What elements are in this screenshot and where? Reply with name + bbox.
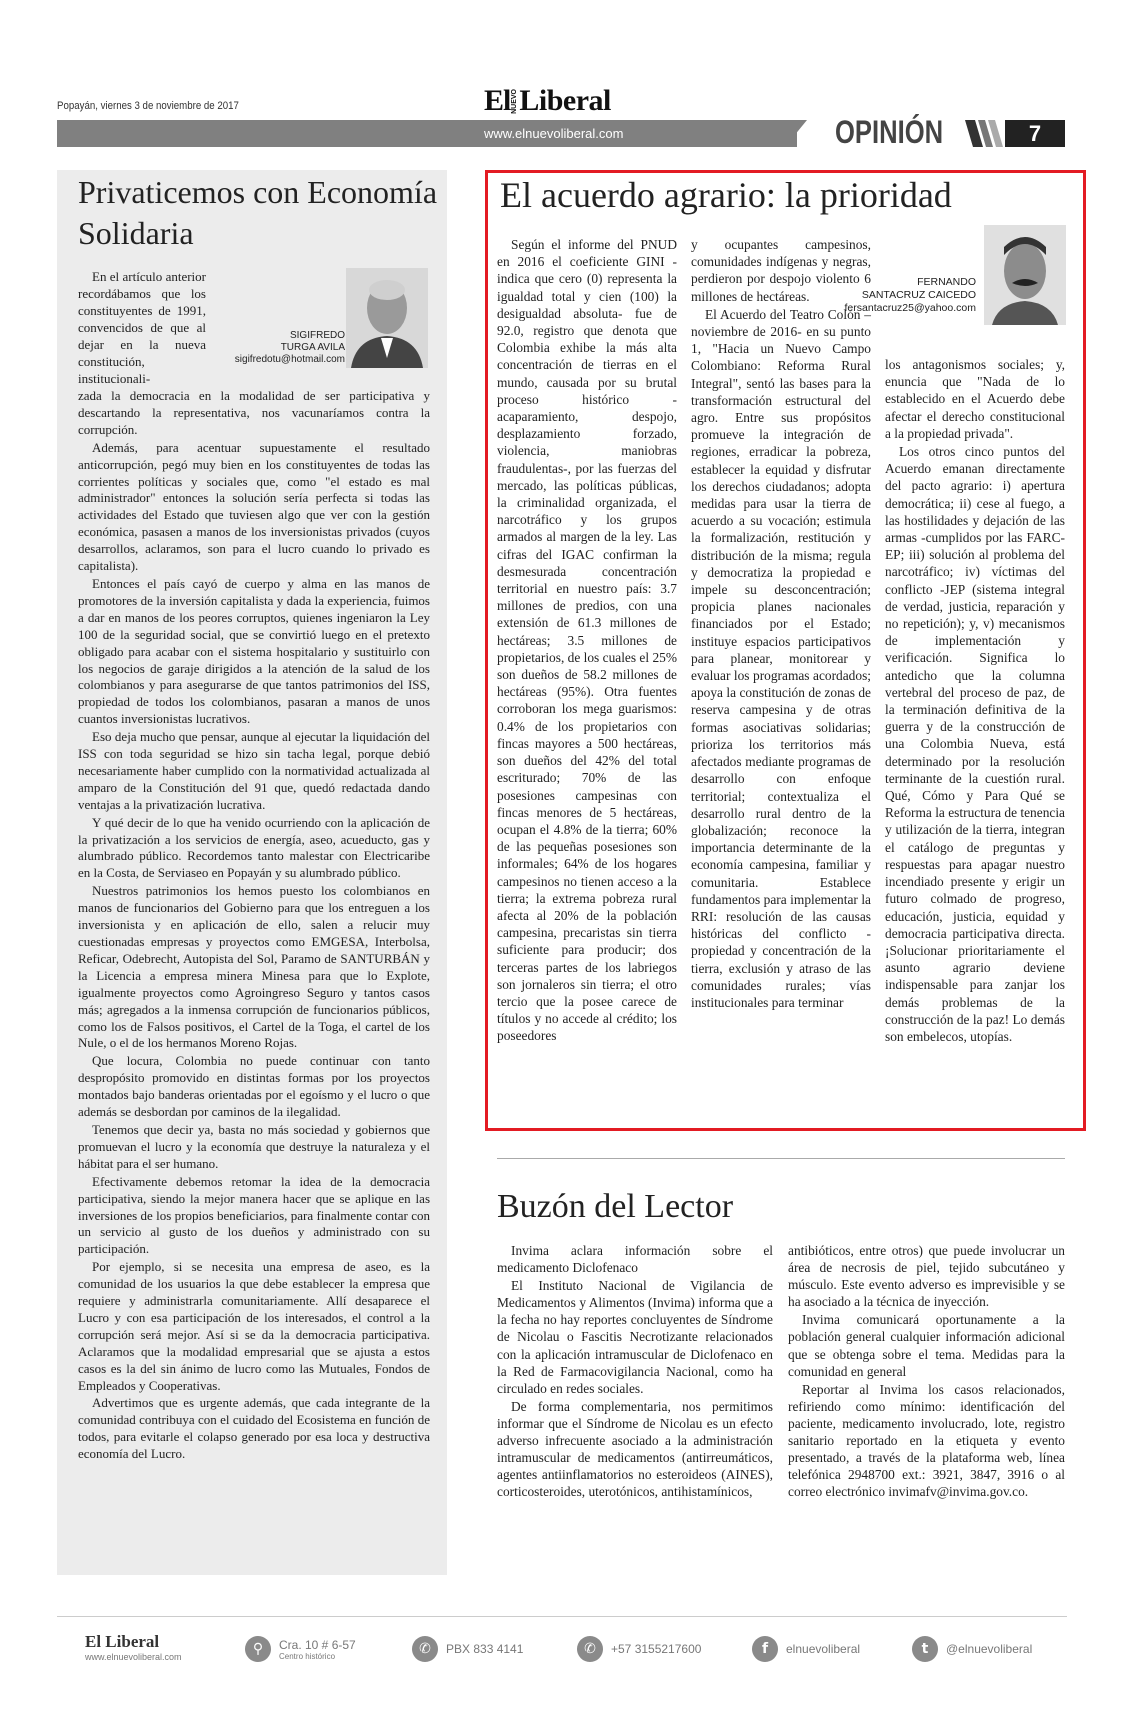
- footer-url[interactable]: www.elnuevoliberal.com: [85, 1652, 182, 1662]
- paragraph: Efectivamente debemos retomar la idea de la democracia participativa, siendo la mejor manera hacer que se aplique en las inversiones de los propios beneficiarios, para finalmente contar con un servicio al gusto de los dueños y administrado con su participación.: [78, 1173, 430, 1257]
- twitter-icon: t: [912, 1636, 938, 1662]
- whatsapp-icon: ✆: [577, 1636, 603, 1662]
- logo-el: El: [484, 84, 511, 117]
- author-photo: [346, 268, 428, 368]
- buzon-section-title: Buzón del Lector: [497, 1188, 734, 1225]
- author-last-name: SANTACRUZ CAICEDO: [861, 289, 976, 301]
- address-subtext: Centro histórico: [279, 1651, 336, 1661]
- feature-article-title: El acuerdo agrario: la prioridad: [500, 175, 952, 215]
- paragraph: Según el informe del PNUD en 2016 el coeficiente GINI -indica que cero (0) representa la igualdad total y cien (100) la desigualdad absoluta- fue de 92.0, registro que denota que Colombia exhibe la más alta concentración de tierras en el mundo, causada por su brutal proceso histórico -acaparamiento, despojo, desplazamiento forzado, violencia, maniobras fraudulentas-, por las fuerzas del mercado, las políticas públicas, la criminalidad organizada, el narcotráfico y los grupos armados al margen de la ley. Las cifras del IGAC confirman la desmesurada concentración territorial en nuestro país: 3.7 millones de predios, con una extensión de 61.3 millones de hectáreas; 3.5 millones de propietarios, de los cuales el 25% son dueños de 58.2 millones de hectáreas (95%). Otra fuentes corroboran los mega guarismos: 0.4% de los propietarios con fincas mayores a 500 hectáreas, son dueños del 42% del total escriturado; 70% de las posesiones campesinas con fincas menores de 5 hectáreas, ocupan el 4.8% de la tierra; 60% de las pequeñas posesiones son informales; 64% de los hogares campesinos no tienen acceso a la tierra; la extrema pobreza rural afecta al 20% de la población campesina, precaristas sin tierra suficiente para producir; dos terceras partes de los labriegos son jornaleros sin tierra; el otro tercio que la posee carece de títulos y no accede al crédito; los poseedores: [497, 237, 677, 1044]
- logo-nuevo: NUEVO: [511, 88, 519, 114]
- paragraph: Tenemos que decir ya, basta no más sociedad y gobiernos que promuevan el lucro y la economía que destruye la naturaleza y el hábitat para el ser humano.: [78, 1121, 430, 1171]
- author-last-name: TURGA AVILA: [280, 342, 345, 353]
- paragraph: Que locura, Colombia no puede continuar con tanto despropósito promovido en distintas formas por los proyectos montados bajo banderas orientadas por el egoísmo y el lucro o que además se desbordan por caminos de la ilegalidad.: [78, 1053, 430, 1120]
- footer-divider: [57, 1616, 1067, 1617]
- paragraph: Entonces el país cayó de cuerpo y alma en las manos de promotores de la inversión capitalista y dada la experiencia, fuimos a dar en manos de los peores corruptos, quienes ingeniaron la Ley 100 de la seguridad social, que se convirtió luego en el pretexto obligado para acabar con el sistema hospitalario y sustituirlo con los negocios de garaje dirigidos a la atención de la salud de los colombianos y para asegurarse de que tantos patrimonios del ISS, propiedad de todos los colombianos, pasaran a manos de unos cuantos inversionistas lucrativos.: [78, 575, 430, 727]
- section-divider: [497, 1158, 1065, 1159]
- paragraph: Advertimos que es urgente además, que cada integrante de la comunidad contribuya con el cuidado del Ecosistema en función de todos, para evitarle el colapso generado por esa loca y destructiva economía del Lucro.: [78, 1395, 430, 1462]
- phone-text: PBX 833 4141: [446, 1642, 524, 1656]
- paragraph: Los otros cinco puntos del Acuerdo emanan directamente del pacto agrario: i) apertura democrática; ii) cese al fuego, a las hostilidades y dejación de las armas -cumplidos por las FARC-EP; iii) solución al problema del narcotráfico; iv) víctimas del conflicto -JEP (sistema integral de verdad, justicia, reparación y no repetición); y, v) mecanismos de implementación y verificación. Significa lo antedicho que la columna vertebral del proceso de paz, de la terminación definitiva de la guerra y de la construcción de una Colombia Nueva, está determinado por la resolución terminante de la cuestión rural. Qué, Cómo y Para Qué se Reforma la estructura de tenencia y utilización de la tierra, integran el catálogo de preguntas y respuestas para apagar nuestro incendiado presente y erigir un futuro colmado de progreso, educación, justicia, equidad y democracia participativa directa. ¡Solucionar prioritariamente el asunto agrario deviene indispensable para zanjar los demás problemas de la construcción de la paz! Lo demás son embelecos, utopías.: [885, 444, 1065, 1044]
- footer-facebook[interactable]: [752, 1636, 860, 1662]
- author-photo: [984, 225, 1066, 325]
- author-first-name: SIGIFREDO: [289, 330, 345, 341]
- twitter-text: @elnuevoliberal: [946, 1642, 1033, 1656]
- paragraph: antibióticos, entre otros) que puede involucrar un área de necrosis de piel, tejido subcutáneo y músculo. Este evento adverso es imprevisible y se ha asociado a la técnica de inyección.: [788, 1243, 1065, 1310]
- footer-whatsapp[interactable]: [577, 1636, 701, 1662]
- paragraph: Reportar al Invima los casos relacionados, refiriendo como mínimo: identificación del paciente, medicamento involucrado, lote, registro sanitario reportado en la etiqueta y evento presentado, a través de la plataforma web, línea telefónica 2948700 ext.: 3921, 3847, 3916 o al correo electrónico invimafv@invima.gov.co.: [788, 1381, 1065, 1500]
- paragraph: Y qué decir de lo que ha venido ocurriendo con la aplicación de la privatización a los servicios de energía, aseo, acueducto, gas y alumbrado público. Recordemos tanto malestar con Electricaribe en la Costa, de Serviaseo en Popayán y su alumbrado público.: [78, 814, 430, 881]
- paragraph: Invima aclara información sobre el medicamento Diclofenaco: [497, 1243, 773, 1276]
- paragraph: Eso deja mucho que pensar, aunque al ejecutar la liquidación del ISS con toda seguridad se hizo sin tacha legal, porque debió necesariamente haber cumplido con la normatividad actualizada al amparo de la Constitución del 91 que, quedó redactada dando ventajas a la privatización lucrativa.: [78, 729, 430, 812]
- footer-logo[interactable]: [85, 1632, 182, 1662]
- footer-logo-text: El Liberal: [85, 1632, 160, 1651]
- left-article-title: Privaticemos con Economía Solidaria: [78, 174, 438, 251]
- author-email[interactable]: fersantacruz25@yahoo.com: [844, 302, 976, 314]
- feature-column-2: [691, 236, 871, 1012]
- footer-twitter[interactable]: [912, 1636, 1032, 1662]
- paragraph: y ocupantes campesinos, comunidades indígenas y negras, perdieron por despojo violento 6 millones de hectáreas.: [691, 237, 871, 304]
- paragraph: El Instituto Nacional de Vigilancia de Medicamentos y Alimentos (Invima) informa que a la fecha no hay reportes concluyentes de Síndrome de Nicolau o Fascitis Necrotizante relacionados con la aplicación intramuscular de Diclofenaco en la Red de Farmacovigilancia Nacional, como ha circulado en redes sociales.: [497, 1278, 773, 1396]
- section-title: OPINIÓN: [835, 114, 944, 150]
- feature-column-1: [497, 236, 677, 1046]
- masthead-logo[interactable]: [484, 84, 611, 118]
- left-article-intro: [78, 268, 206, 388]
- paragraph: Por ejemplo, si se necesita una empresa de aseo, es la comunidad de los usuarios la que debe establecer la empresa que requiere y administrarla comunitariamente. Allí desaparece el Lucro y con esa participación de los interesados, el control a la corrupción será mejor. Así si se da la democracia participativa. Aclaramos que la modalidad empresarial que se ajusta a estos casos es la del sin ánimo de lucro como las Mutuales, Fondos de Empleados y Cooperativas.: [78, 1259, 430, 1393]
- buzon-column-1: [497, 1242, 773, 1501]
- header-bar-tail: [785, 120, 807, 147]
- address-text: Cra. 10 # 6-57: [279, 1637, 356, 1652]
- page-number: 7: [1005, 120, 1065, 147]
- buzon-column-2: [788, 1242, 1065, 1501]
- footer-phone[interactable]: [412, 1636, 523, 1662]
- left-article-byline: [210, 330, 345, 366]
- header-bar: [57, 120, 797, 147]
- issue-date: Popayán, viernes 3 de noviembre de 2017: [57, 100, 239, 112]
- phone-icon: ✆: [412, 1636, 438, 1662]
- left-article-body: [78, 388, 430, 1464]
- paragraph: De forma complementaria, nos permitimos informar que el Síndrome de Nicolau es un efecto adverso infrecuente asociado a la administración intramuscular de medicamentos (antirreumáticos, agentes antiinflamatorios no esteroideos (AINES), corticosteroides, uterotónicos, antihistamínicos,: [497, 1398, 773, 1500]
- facebook-text: elnuevoliberal: [786, 1642, 861, 1656]
- author-email[interactable]: sigifredotu@hotmail.com: [234, 354, 345, 365]
- location-icon: ⚲: [245, 1636, 271, 1662]
- footer-address: [245, 1636, 356, 1662]
- facebook-icon: f: [752, 1636, 778, 1662]
- footer: [57, 1626, 1067, 1676]
- paragraph: El Acuerdo del Teatro Colón –noviembre de 2016- en su punto 1, "Hacia un Nuevo Campo Colombiano: Reforma Rural Integral", sentó las bases para la transformación estructural del agro. Entre sus propósitos promueve la integración de regiones, erradicar la pobreza, establecer la equidad y disfrutar los derechos ciudadanos; adopta medidas para usar la tierra de acuerdo a su vocación; estimula la formalización, restitución y distribución de la misma; regula y democratiza la propiedad e impele su desconcentración; propicia planes nacionales financiados por el Estado; instituye espacios participativos para planear, monitorear y evaluar los programas acordados; apoya la constitución de zonas de reserva campesina y de otras formas asociativas solidarias; prioriza los territorios más afectados mediante programas de desarrollo con enfoque territorial; contextualiza el desarrollo rural dentro de la globalización; reconoce la importancia determinante de la economía campesina, familiar y comunitaria. Establece fundamentos para implementar la RRI: resolución de las causas históricas del conflicto -propiedad y concentración de la tierra, exclusión y atraso de las comunidades rurales; vías institucionales para terminar: [691, 306, 871, 1010]
- site-url[interactable]: www.elnuevoliberal.com: [484, 126, 624, 141]
- paragraph: zada la democracia en la modalidad de ser participativa y descartando la representativa, nos vacunaríamos contra la corrupción.: [78, 388, 430, 437]
- paragraph: los antagonismos sociales; y, enuncia que "Nada de lo establecido en el Acuerdo debe afectar el derecho constitucional a la propiedad privada".: [885, 357, 1065, 441]
- paragraph: Invima comunicará oportunamente a la población general cualquier información adicional que se obtenga sobre el tema. Medidas para la comunidad en general: [788, 1312, 1065, 1379]
- feature-column-3: [885, 356, 1065, 1046]
- logo-liberal: Liberal: [519, 84, 611, 117]
- whatsapp-text: +57 3155217600: [611, 1642, 702, 1656]
- paragraph: Nuestros patrimonios los hemos puesto los colombianos en manos de funcionarios del Gobierno para que los entreguen a los inversionista y en aplicación de ello, salen a relucir muy cuestionadas empresas y proyectos como EMGESA, Interbolsa, Reficar, Odebrecht, Autopista del Sol, Paramo de SANTURBÁN y la Licencia a empresa minera Minesa para que lo Explote, igualmente proyectos como Agroingreso Seguro y tantos casos más; agregados a la inmensa corrupción de funcionarios públicos, como los de Falsos positivos, el Cartel de la Toga, el cartel de los Nule, o el de los hermanos Moreno Rojas.: [78, 883, 430, 1051]
- paragraph: En el artículo anterior recordábamos que los constituyentes de 1991, convencidos de que al dejar en la nueva constitución, institucionali-: [78, 269, 206, 386]
- feature-article-byline: [830, 276, 976, 315]
- author-first-name: FERNANDO: [917, 276, 976, 288]
- section-stripes-decoration: [965, 120, 1005, 147]
- paragraph: Además, para acentuar supuestamente el resultado anticorrupción, pegó muy bien en los constituyentes de todas las corrientes políticas y sociales que, como "el estado es mal administrador" entonces la solución sería perfecta si todas las actividades del Estado que tuviesen algo que ver con la gestión económica, pasasen a manos de los inversionistas privados (cuyos desarrollos, aclaramos, son para el lucro cuando lo privado es capitalista).: [78, 439, 430, 574]
